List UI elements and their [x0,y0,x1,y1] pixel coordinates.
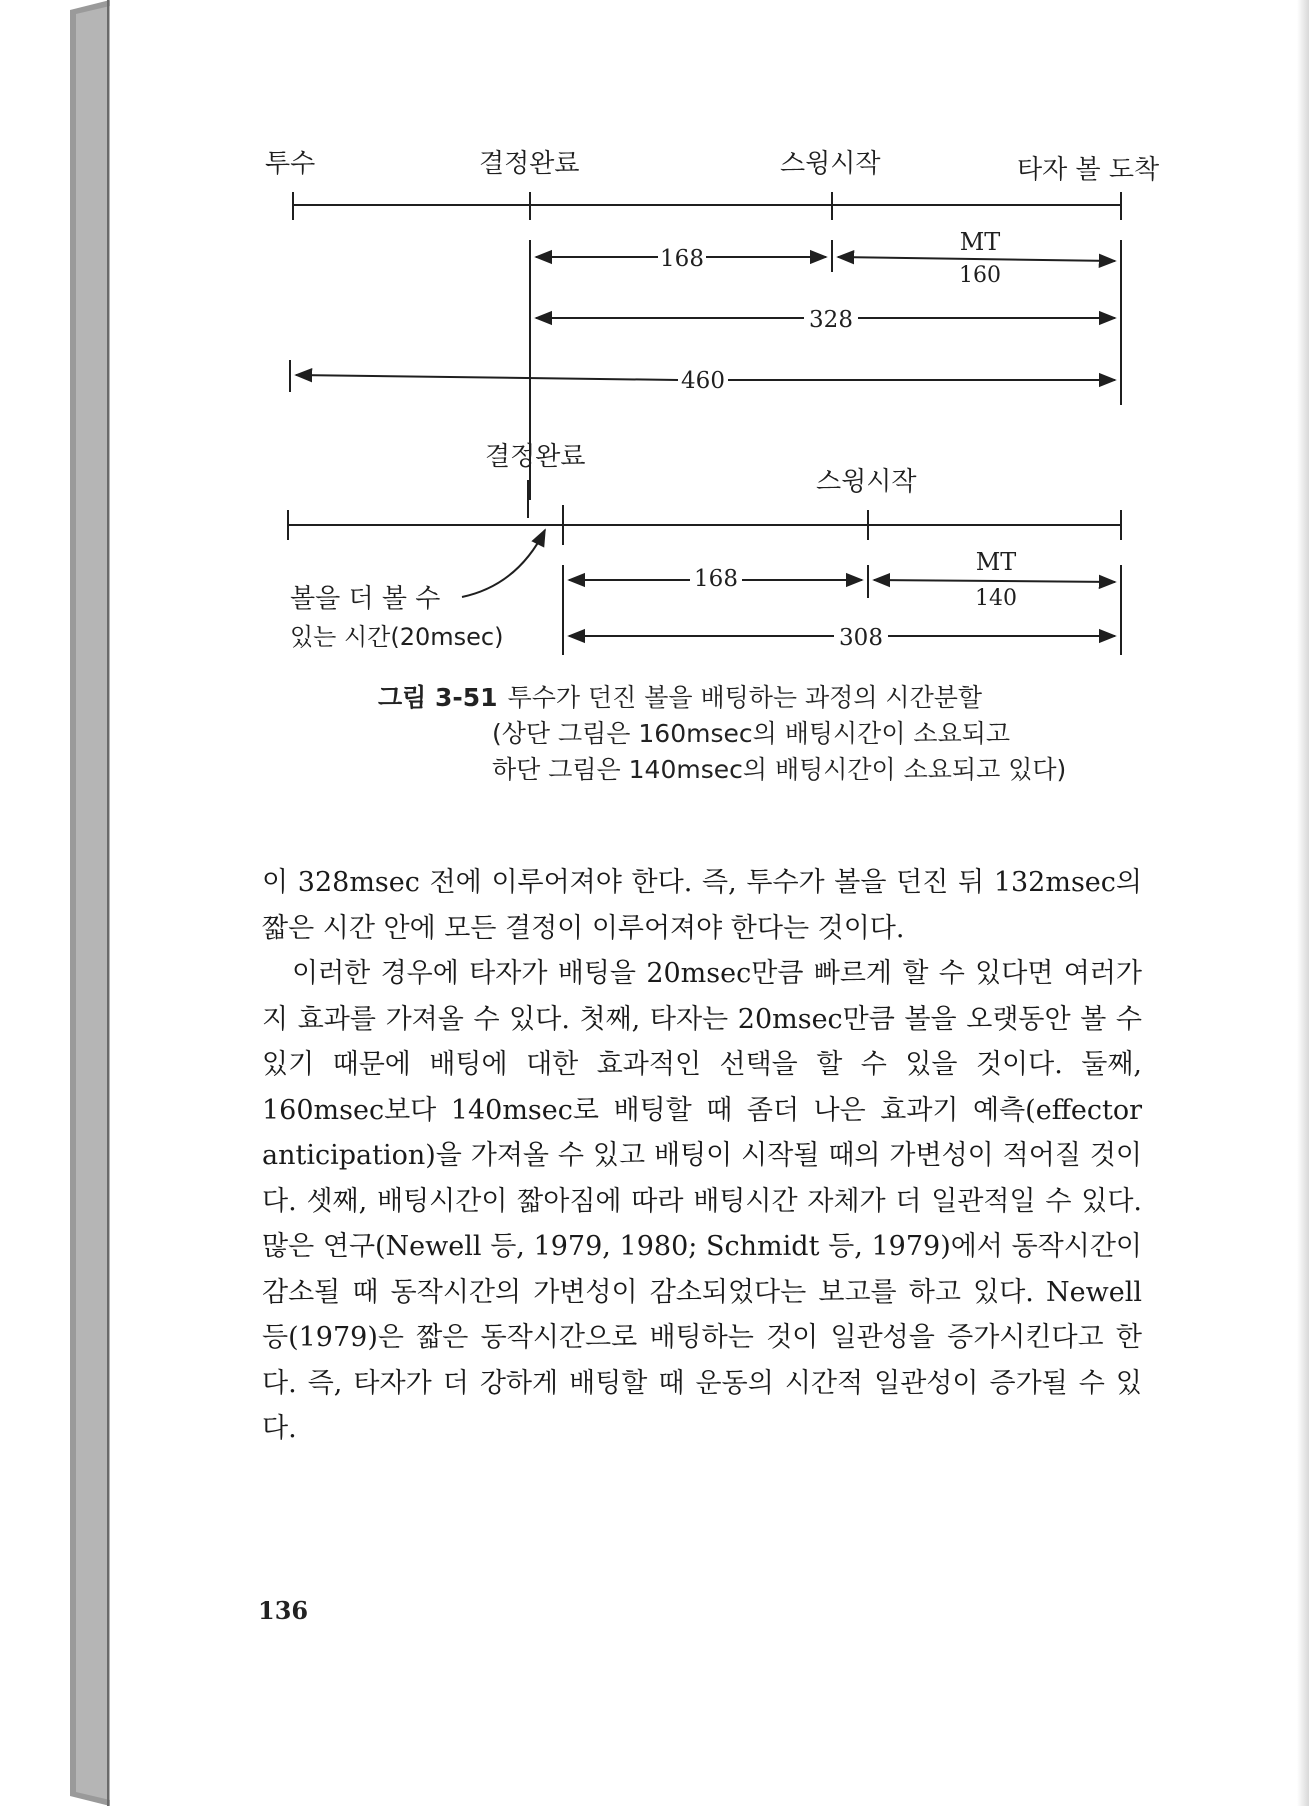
page-number: 136 [258,1596,309,1625]
top-arrow-mt [838,257,1115,261]
top-label-swing: 스윙시작 [780,149,881,179]
top-value-460: 460 [681,368,725,394]
bottom-value-168: 168 [694,566,738,592]
bottom-label-decision: 결정완료 [485,442,586,472]
body-text [262,860,1142,1452]
annotation-curve-arrow [462,530,545,597]
figure-caption [378,680,1178,788]
bottom-mt-value: 140 [975,586,1017,611]
top-label-pitch: 투수 [265,149,316,179]
top-mt-label: MT [959,228,1001,256]
caption-line-3: 하단 그림은 140msec의 배팅시간이 소요되고 있다) [492,755,1067,784]
caption-title: 투수가 던진 볼을 배팅하는 과정의 시간분할 [507,683,983,712]
caption-line-2: (상단 그림은 160msec의 배팅시간이 소요되고 [492,719,1011,748]
bottom-arrow-mt [874,580,1115,582]
top-value-328: 328 [809,307,853,333]
top-value-168: 168 [660,246,704,272]
caption-line-1 [378,680,1178,716]
bottom-value-308: 308 [839,625,883,651]
bottom-mt-label: MT [975,548,1017,576]
paragraph-1: 이 328msec 전에 이루어져야 한다. 즉, 투수가 볼을 던진 뒤 132msec의 짧은 시간 안에 모든 결정이 이루어져야 한다는 것이다. [262,867,1142,944]
bottom-label-swing: 스윙시작 [816,467,917,497]
top-label-arrival: 타자 볼 도착 [1017,155,1160,185]
top-label-decision: 결정완료 [479,149,580,179]
top-mt-value: 160 [959,263,1001,288]
figure-number: 그림 3-51 [378,683,498,712]
bottom-annotation-line1: 볼을 더 볼 수 [290,584,441,614]
paragraph-2: 이러한 경우에 타자가 배팅을 20msec만큼 빠르게 할 수 있다면 여러가지 효과를 가져올 수 있다. 첫째, 타자는 20msec만큼 볼을 오랫동안 볼 수 있기 때문에 배팅에 대한 효과적인 선택을 할 수 있을 것이다. 둘째, 160msec보다 140msec로 배팅할 때 좀더 나은 효과기 예측(effector anticipation)을 가져올 수 있고 배팅이 시작될 때의 가변성이 적어질 것이다. 셋째, 배팅시간이 짧아짐에 따라 배팅시간 자체가 더 일관적일 수 있다. 많은 연구(Newell 등, 1979, 1980; Schmidt 등, 1979)에서 동작시간이 감소될 때 동작시간의 가변성이 감소되었다는 보고를 하고 있다. Newell 등(1979)은 짧은 동작시간으로 배팅하는 것이 일관성을 증가시킨다고 한다. 즉, 타자가 더 강하게 배팅할 때 운동의 시간적 일관성이 증가될 수 있다. [262,958,1142,1444]
bottom-annotation-line2: 있는 시간(20msec) [290,623,504,651]
top-arrow-460-left [296,375,678,380]
